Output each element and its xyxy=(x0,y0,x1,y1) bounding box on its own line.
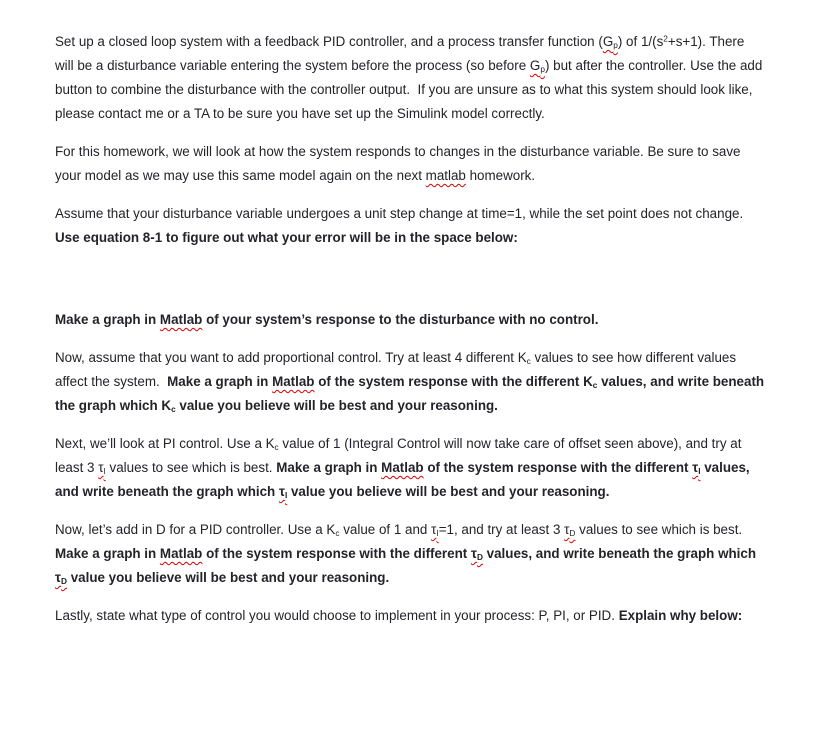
text-run: Now, let’s add in D for a PID controller. Use a K xyxy=(55,522,336,537)
misspelled-word: I xyxy=(284,490,288,501)
misspelled-word: D xyxy=(569,528,576,539)
conclusion-paragraph xyxy=(55,604,766,628)
text-run: +s+1). There will be a disturbance variable entering the system before the process (so before xyxy=(55,34,749,73)
text-run: Make a graph in xyxy=(55,312,160,327)
text-run: value of 1 (Integral Control will now take care of offset seen above), and try at least 3 xyxy=(55,436,746,475)
text-run: values, and write beneath the graph which xyxy=(55,460,754,499)
text-run: c xyxy=(526,356,531,367)
misspelled-word: τ xyxy=(98,460,104,475)
text-run: Explain why below: xyxy=(618,608,743,623)
intro-paragraph xyxy=(55,30,766,126)
misspelled-word: G xyxy=(602,34,614,49)
misspelled-word: I xyxy=(698,466,701,477)
misspelled-word: τ xyxy=(692,460,699,475)
text-run: value you believe will be best and your reasoning. xyxy=(287,484,610,499)
misspelled-word: G xyxy=(529,58,541,73)
text-run: of the system response with the different K xyxy=(314,374,593,389)
misspelled-word: D xyxy=(60,576,67,587)
text-run: c xyxy=(274,442,279,453)
text-run: c xyxy=(335,528,340,539)
text-run: Make a graph in xyxy=(276,460,382,475)
text-run: =1, and try at least 3 xyxy=(438,522,565,537)
text-run: Make a graph in xyxy=(55,546,160,561)
text-run: Lastly, state what type of control you would choose to implement in your process: P, PI, or PID. xyxy=(55,608,619,623)
text-run: value you believe will be best and your reasoning. xyxy=(66,570,390,585)
misspelled-word: τ xyxy=(470,546,477,561)
text-run: Set up a closed loop system with a feedback PID controller, and a process transfer function ( xyxy=(55,34,603,49)
text-run: values to see which is best. xyxy=(105,460,277,475)
document-body xyxy=(55,30,766,628)
misspelled-word: D xyxy=(476,552,483,563)
text-run: value you believe will be best and your reasoning. xyxy=(175,398,498,413)
text-run: homework. xyxy=(465,168,536,183)
text-run: Assume that your disturbance variable undergoes a unit step change at time=1, while the set point does not change. xyxy=(55,206,751,221)
text-run: values, and write beneath the graph which xyxy=(482,546,760,561)
pi-control-paragraph xyxy=(55,432,766,504)
misspelled-word: Matlab xyxy=(272,374,315,389)
text-run: Now, assume that you want to add proportional control. Try at least 4 different K xyxy=(55,350,527,365)
text-run: ) of 1/(s xyxy=(617,34,664,49)
misspelled-word: Matlab xyxy=(159,546,203,561)
misspelled-word: τ xyxy=(564,522,570,537)
misspelled-word: τ xyxy=(278,484,285,499)
text-run: of the system response with the different xyxy=(202,546,471,561)
text-run: values to see which is best. xyxy=(575,522,750,537)
text-run: c xyxy=(171,404,176,415)
misspelled-word: τ xyxy=(55,570,61,585)
misspelled-word: Matlab xyxy=(381,460,424,475)
text-run: Make a graph in xyxy=(167,374,273,389)
text-run: Next, we’ll look at PI control. Use a K xyxy=(55,436,275,451)
error-equation-paragraph xyxy=(55,202,766,250)
text-run: value of 1 and xyxy=(339,522,432,537)
misspelled-word: p xyxy=(613,40,618,51)
answer-space xyxy=(55,264,766,308)
no-control-graph-paragraph xyxy=(55,308,766,332)
homework-goal-paragraph xyxy=(55,140,766,188)
pid-control-paragraph xyxy=(55,518,766,590)
text-run: For this homework, we will look at how the system responds to changes in the disturbance variable. Be sure to save your model as we may use this same model again on the next xyxy=(55,144,745,183)
text-run: Use equation 8-1 to figure out what your error will be in the space below: xyxy=(55,230,518,245)
text-run: ) but after the controller. Use the add button to combine the disturbance with the controller output. If you are unsure as to what this system should look like, please contact me or a TA to be sure you have set up the Simulink model correctly. xyxy=(55,58,767,121)
text-run: values to see how different values affect the system. xyxy=(55,350,740,389)
misspelled-word: p xyxy=(540,64,545,75)
misspelled-word: τ xyxy=(431,522,437,537)
misspelled-word: I xyxy=(103,466,106,477)
text-run: 2 xyxy=(663,33,668,44)
misspelled-word: matlab xyxy=(425,168,466,183)
proportional-control-paragraph xyxy=(55,346,766,418)
text-run: of your system’s response to the disturbance with no control. xyxy=(202,312,599,327)
text-run: c xyxy=(592,380,598,391)
text-run: values, and write beneath the graph which K xyxy=(55,374,768,413)
text-run: of the system response with the different xyxy=(423,460,693,475)
misspelled-word: Matlab xyxy=(159,312,203,327)
misspelled-word: I xyxy=(436,528,439,539)
